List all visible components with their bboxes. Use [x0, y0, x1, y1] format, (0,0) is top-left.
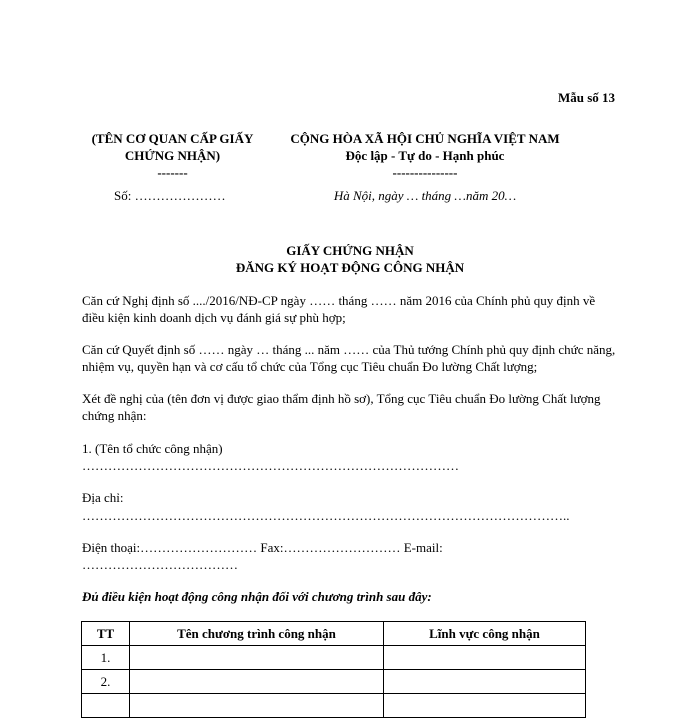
row-field — [384, 646, 586, 670]
header-program: Tên chương trình công nhận — [130, 622, 384, 646]
row-program — [130, 646, 384, 670]
contact-dots: ……………………………… — [82, 557, 238, 572]
issuer-dashes: ------- — [157, 165, 188, 180]
contact-line: Điện thoại:……………………… Fax:……………………… E-mail: — [82, 540, 443, 555]
document-title-line1: GIẤY CHỨNG NHẬN — [286, 243, 414, 258]
document-title-line2: ĐĂNG KÝ HOẠT ĐỘNG CÔNG NHẬN — [235, 260, 465, 275]
national-header — [270, 130, 580, 181]
document-number: Số: ………………… — [114, 188, 226, 203]
address-label: Địa chỉ: — [82, 490, 124, 505]
address-dots: ………………………………………………………………………………………………….. — [82, 508, 570, 523]
issuer-name-line1: (TÊN CƠ QUAN CẤP GIẤY — [91, 131, 254, 146]
paragraph-decree: Căn cứ Nghị định số ..../2016/NĐ-CP ngày …… tháng …… năm 2016 của Chính phủ quy định về điều kiện kinh doanh dịch vụ đánh giá sự phù hợp; — [82, 293, 596, 325]
org-name-dots: …………………………………………………………………………… — [82, 458, 459, 473]
table-row — [82, 646, 586, 670]
program-table — [81, 621, 586, 718]
row-tt: 2. — [82, 670, 130, 694]
national-dashes: --------------- — [392, 165, 458, 180]
header-tt: TT — [82, 622, 130, 646]
paragraph-consideration: Xét đề nghị của (tên đơn vị được giao thẩm định hồ sơ), Tổng cục Tiêu chuẩn Đo lường Chất lượng chứng nhận: — [82, 391, 601, 423]
row-tt: 1. — [82, 646, 130, 670]
table-header-row — [82, 622, 586, 646]
document-title — [0, 242, 700, 276]
row-tt — [82, 694, 130, 718]
org-name-label: 1. (Tên tổ chức công nhận) — [82, 441, 223, 456]
form-number: Mẫu số 13 — [558, 90, 616, 105]
place-date: Hà Nội, ngày … tháng …năm 20… — [333, 188, 517, 203]
paragraph-decision: Căn cứ Quyết định số …… ngày … tháng ... năm …… của Thủ tướng Chính phủ quy định chức năng, nhiệm vụ, quyền hạn và cơ cấu tổ chức của Tổng cục Tiêu chuẩn Đo lường Chất lượng; — [82, 342, 616, 374]
national-motto: Độc lập - Tự do - Hạnh phúc — [345, 148, 505, 163]
row-field — [384, 670, 586, 694]
row-program — [130, 694, 384, 718]
row-program — [130, 670, 384, 694]
issuer-block — [70, 130, 275, 181]
row-field — [384, 694, 586, 718]
header-field: Lĩnh vực công nhận — [384, 622, 586, 646]
table-row — [82, 694, 586, 718]
table-row — [82, 670, 586, 694]
national-title: CỘNG HÒA XÃ HỘI CHỦ NGHĨA VIỆT NAM — [290, 131, 560, 146]
issuer-name-line2: CHỨNG NHẬN) — [124, 148, 221, 163]
eligibility-note: Đủ điều kiện hoạt động công nhận đối với chương trình sau đây: — [82, 589, 432, 604]
